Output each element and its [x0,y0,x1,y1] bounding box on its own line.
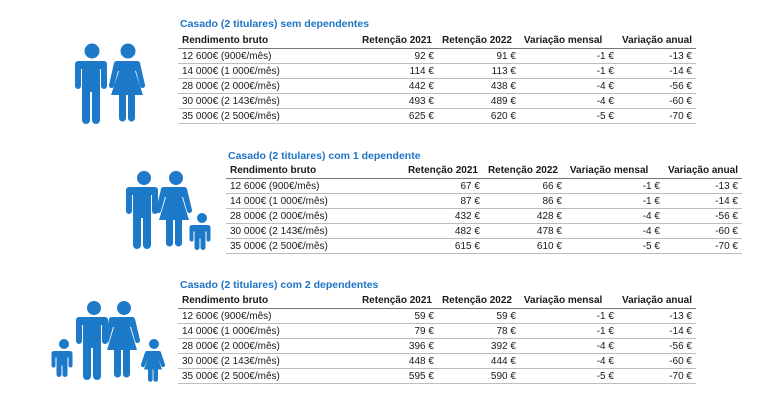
cell: -4 € [566,209,664,224]
header-cell: Rendimento bruto [226,163,404,179]
cell: -70 € [618,109,696,124]
header-cell: Variação anual [618,293,696,309]
table-row [226,179,742,194]
cell: 59 € [438,309,520,324]
cell: 428 € [484,209,566,224]
cell: 87 € [404,194,484,209]
table-row [226,194,742,209]
cell: 92 € [358,49,438,64]
table-row [178,324,696,339]
cell: -5 € [520,109,618,124]
cell: 35 000€ (2 500€/mês) [178,369,358,384]
cell: 438 € [438,79,520,94]
cell: 91 € [438,49,520,64]
cell: -13 € [618,49,696,64]
table-header-row [178,33,696,49]
retention-table [178,293,696,384]
cell: -1 € [520,324,618,339]
cell: -13 € [618,309,696,324]
header-cell: Variação anual [664,163,742,179]
section-title: Casado (2 titulares) sem dependentes [180,18,370,30]
cell: 396 € [358,339,438,354]
table-row [178,109,696,124]
cell: 28 000€ (2 000€/mês) [178,339,358,354]
cell: 615 € [404,239,484,254]
table-row [226,224,742,239]
cell: -60 € [664,224,742,239]
cell: 442 € [358,79,438,94]
cell: -56 € [618,339,696,354]
family-one-child-icon [124,170,216,257]
cell: 620 € [438,109,520,124]
cell: -13 € [664,179,742,194]
table-row [178,354,696,369]
cell: 493 € [358,94,438,109]
cell: 12 600€ (900€/mês) [178,309,358,324]
header-cell: Variação mensal [520,293,618,309]
cell: 444 € [438,354,520,369]
section-title: Casado (2 titulares) com 2 dependentes [180,279,379,291]
cell: -1 € [566,194,664,209]
cell: 113 € [438,64,520,79]
cell: -4 € [520,339,618,354]
retention-table [178,33,696,124]
table-row [178,49,696,64]
cell: 30 000€ (2 143€/mês) [226,224,404,239]
cell: -14 € [618,64,696,79]
cell: 28 000€ (2 000€/mês) [178,79,358,94]
cell: 392 € [438,339,520,354]
cell: 12 600€ (900€/mês) [178,49,358,64]
cell: -70 € [618,369,696,384]
header-cell: Retenção 2021 [358,293,438,309]
header-cell: Retenção 2021 [404,163,484,179]
cell: -5 € [520,369,618,384]
cell: 86 € [484,194,566,209]
table-row [178,369,696,384]
cell: 114 € [358,64,438,79]
header-cell: Variação mensal [566,163,664,179]
header-cell: Retenção 2021 [358,33,438,49]
cell: 28 000€ (2 000€/mês) [226,209,404,224]
cell: 30 000€ (2 143€/mês) [178,354,358,369]
table-row [178,309,696,324]
table-row [226,209,742,224]
cell: -60 € [618,94,696,109]
header-cell: Retenção 2022 [438,33,520,49]
cell: 59 € [358,309,438,324]
header-cell: Rendimento bruto [178,293,358,309]
cell: 590 € [438,369,520,384]
cell: 489 € [438,94,520,109]
cell: -14 € [618,324,696,339]
cell: 14 000€ (1 000€/mês) [178,324,358,339]
cell: -4 € [566,224,664,239]
cell: 14 000€ (1 000€/mês) [178,64,358,79]
header-cell: Rendimento bruto [178,33,358,49]
section-title: Casado (2 titulares) com 1 dependente [228,150,421,162]
table-row [178,94,696,109]
table-header-row [178,293,696,309]
header-cell: Retenção 2022 [484,163,566,179]
cell: 78 € [438,324,520,339]
cell: 79 € [358,324,438,339]
cell: 35 000€ (2 500€/mês) [226,239,404,254]
cell: -56 € [664,209,742,224]
header-cell: Retenção 2022 [438,293,520,309]
cell: 12 600€ (900€/mês) [226,179,404,194]
cell: -70 € [664,239,742,254]
cell: 448 € [358,354,438,369]
cell: 482 € [404,224,484,239]
retention-table [226,163,742,254]
cell: 432 € [404,209,484,224]
cell: -4 € [520,94,618,109]
table-row [178,64,696,79]
cell: -1 € [520,309,618,324]
table-header-row [226,163,742,179]
header-cell: Variação mensal [520,33,618,49]
cell: -1 € [520,49,618,64]
cell: 35 000€ (2 500€/mês) [178,109,358,124]
table-row [178,79,696,94]
cell: -56 € [618,79,696,94]
cell: 30 000€ (2 143€/mês) [178,94,358,109]
cell: -14 € [664,194,742,209]
cell: -1 € [520,64,618,79]
cell: 610 € [484,239,566,254]
cell: 67 € [404,179,484,194]
cell: -4 € [520,79,618,94]
cell: -1 € [566,179,664,194]
table-row [226,239,742,254]
header-cell: Variação anual [618,33,696,49]
couple-icon [70,42,152,129]
cell: 625 € [358,109,438,124]
cell: -5 € [566,239,664,254]
table-row [178,339,696,354]
cell: 66 € [484,179,566,194]
cell: 478 € [484,224,566,239]
cell: 595 € [358,369,438,384]
cell: -60 € [618,354,696,369]
family-two-children-icon [50,300,168,389]
cell: -4 € [520,354,618,369]
cell: 14 000€ (1 000€/mês) [226,194,404,209]
